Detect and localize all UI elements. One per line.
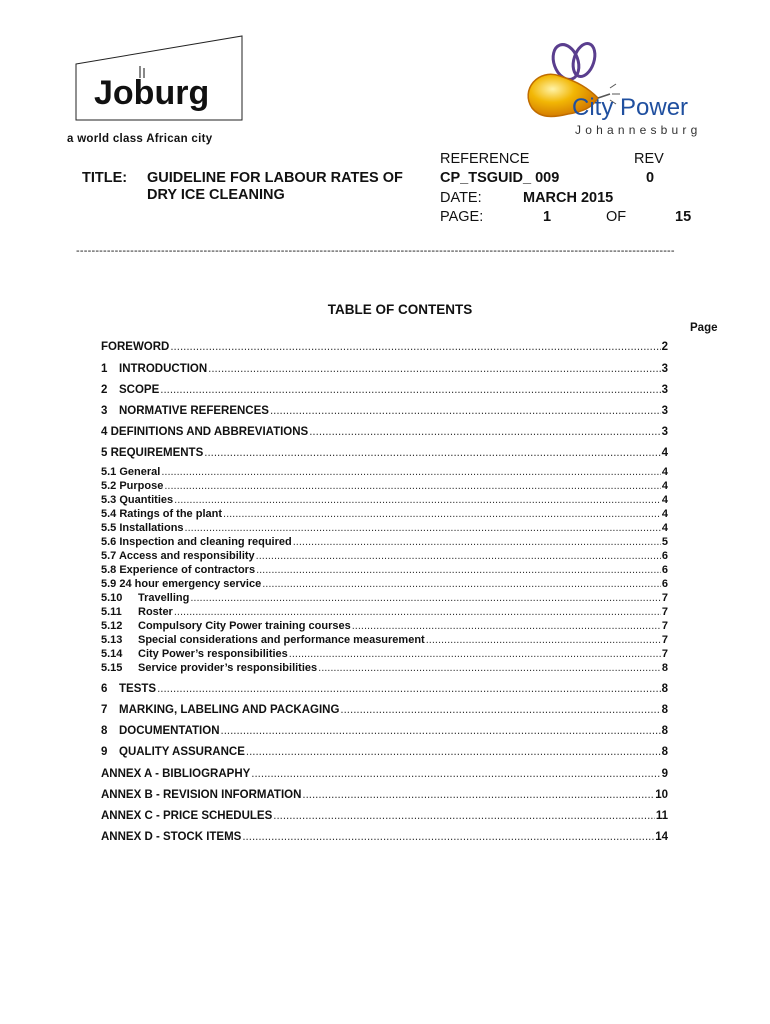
reference-label: REFERENCE	[440, 151, 530, 167]
toc-entry[interactable]	[101, 426, 668, 438]
toc-dot-leader	[302, 789, 654, 801]
toc-entry[interactable]	[101, 683, 668, 695]
toc-dot-leader	[256, 564, 661, 576]
reference-value: CP_TSGUID_ 009	[440, 170, 560, 186]
toc-entry[interactable]	[101, 789, 668, 801]
toc-entry-label: 5.5 Installations	[101, 522, 184, 534]
toc-entry-page: 10	[655, 789, 668, 801]
toc-dot-leader	[270, 405, 661, 417]
toc-entry-label: MARKING, LABELING AND PACKAGING	[119, 704, 340, 716]
toc-entry-page: 4	[661, 508, 668, 520]
rev-value: 0	[646, 170, 655, 186]
toc-entry[interactable]	[101, 578, 668, 590]
toc-entry-label: Service provider’s responsibilities	[138, 662, 318, 674]
toc-entry-page: 8	[661, 746, 668, 758]
toc-entry-page: 7	[661, 606, 668, 618]
toc-entry-number: 5.12	[101, 620, 123, 632]
toc-entry-page: 8	[661, 683, 668, 695]
toc-dot-leader	[309, 426, 660, 438]
toc-entry[interactable]	[101, 592, 668, 604]
toc-entry[interactable]	[101, 634, 668, 646]
toc-entry-page: 11	[655, 810, 668, 822]
toc-entry-page: 3	[661, 405, 668, 417]
toc-entry-label: 5 REQUIREMENTS	[101, 447, 204, 459]
toc-dot-leader	[161, 466, 661, 478]
toc-entry-number: 5.13	[101, 634, 123, 646]
toc-dot-leader	[190, 592, 661, 604]
toc-entry-page: 6	[661, 578, 668, 590]
toc-entry-label: ANNEX C - PRICE SCHEDULES	[101, 810, 273, 822]
toc-entry-label: Travelling	[138, 592, 190, 604]
toc-entry-label: ANNEX A - BIBLIOGRAPHY	[101, 768, 251, 780]
header-separator: -----------------------------------------------------------------------------------------------------------------------------------------------------------	[76, 245, 675, 257]
toc-entry[interactable]	[101, 606, 668, 618]
toc-entry-page: 4	[661, 447, 668, 459]
toc-entry-page: 14	[655, 831, 668, 843]
toc-entry-label: 5.4 Ratings of the plant	[101, 508, 223, 520]
total-pages: 15	[675, 209, 692, 225]
joburg-wordmark: Joburg	[94, 74, 210, 112]
toc-entry[interactable]	[101, 662, 668, 674]
toc-entry-label: City Power’s responsibilities	[138, 648, 288, 660]
toc-dot-leader	[256, 550, 661, 562]
toc-entry-label: 5.9 24 hour emergency service	[101, 578, 262, 590]
toc-dot-leader	[426, 634, 661, 646]
city-power-city: Johannesburg	[575, 123, 702, 137]
toc-entry-page: 3	[661, 426, 668, 438]
toc-entry-page: 7	[661, 620, 668, 632]
toc-entry-label: Roster	[138, 606, 173, 618]
toc-entry-page: 4	[661, 480, 668, 492]
toc-entry-label: 5.3 Quantities	[101, 494, 174, 506]
toc-dot-leader	[157, 683, 661, 695]
toc-dot-leader	[223, 508, 661, 520]
toc-entry-label: NORMATIVE REFERENCES	[119, 405, 269, 417]
page-label: PAGE:	[440, 209, 484, 225]
toc-entry-label: ANNEX D - STOCK ITEMS	[101, 831, 242, 843]
toc-entry-page: 8	[661, 704, 668, 716]
document-title-line-1: GUIDELINE FOR LABOUR RATES OF	[147, 170, 403, 186]
toc-dot-leader	[262, 578, 661, 590]
toc-entry-page: 9	[661, 768, 668, 780]
toc-entry-page: 4	[661, 522, 668, 534]
toc-entry[interactable]	[101, 405, 668, 417]
rev-label: REV	[634, 151, 664, 167]
toc-entry-number: 1	[101, 363, 108, 375]
toc-dot-leader	[185, 522, 661, 534]
toc-entry-label: QUALITY ASSURANCE	[119, 746, 245, 758]
page-number: 1	[543, 209, 552, 225]
toc-entry-label: Special considerations and performance measurement	[138, 634, 425, 646]
toc-dot-leader	[340, 704, 660, 716]
toc-entry[interactable]	[101, 494, 668, 506]
city-power-name: City Power	[572, 94, 689, 121]
toc-entry[interactable]	[101, 508, 668, 520]
toc-entry[interactable]	[101, 768, 668, 780]
toc-dot-leader	[170, 341, 660, 353]
toc-dot-leader	[204, 447, 660, 459]
toc-dot-leader	[293, 536, 661, 548]
toc-entry[interactable]	[101, 466, 668, 478]
toc-entry[interactable]	[101, 810, 668, 822]
toc-entry-label: TESTS	[119, 683, 157, 695]
toc-entry-number: 5.10	[101, 592, 123, 604]
date-value: MARCH 2015	[523, 190, 614, 206]
toc-entry-page: 6	[661, 564, 668, 576]
toc-entry-number: 5.14	[101, 648, 123, 660]
toc-entry[interactable]	[101, 648, 668, 660]
toc-entry-label: 5.1 General	[101, 466, 161, 478]
toc-entry-page: 5	[661, 536, 668, 548]
toc-dot-leader	[174, 494, 661, 506]
toc-dot-leader	[273, 810, 655, 822]
date-label: DATE:	[440, 190, 482, 206]
toc-entry-page: 4	[661, 466, 668, 478]
toc-dot-leader	[164, 480, 661, 492]
toc-entry-page: 7	[661, 648, 668, 660]
toc-entry[interactable]	[101, 550, 668, 562]
toc-entry-number: 6	[101, 683, 108, 695]
toc-entry[interactable]	[101, 746, 668, 758]
toc-entry-label: FOREWORD	[101, 341, 170, 353]
toc-entry-number: 2	[101, 384, 108, 396]
toc-entry[interactable]	[101, 447, 668, 459]
toc-entry[interactable]	[101, 341, 668, 353]
toc-entry[interactable]	[101, 384, 668, 396]
toc-entry-page: 8	[661, 725, 668, 737]
toc-entry[interactable]	[101, 620, 668, 632]
toc-entry-number: 5.15	[101, 662, 123, 674]
toc-page-column-label: Page	[690, 322, 718, 334]
toc-entry-number: 8	[101, 725, 108, 737]
toc-entry[interactable]	[101, 480, 668, 492]
toc-entry-label: SCOPE	[119, 384, 160, 396]
document-title-line-2: DRY ICE CLEANING	[147, 187, 285, 203]
toc-entry-page: 3	[661, 363, 668, 375]
joburg-tagline: a world class African city	[67, 133, 213, 145]
toc-dot-leader	[208, 363, 660, 375]
toc-entry-label: 5.6 Inspection and cleaning required	[101, 536, 292, 548]
toc-entry-page: 7	[661, 592, 668, 604]
of-label: OF	[606, 209, 627, 225]
toc-dot-leader	[160, 384, 660, 396]
toc-entry-number: 9	[101, 746, 108, 758]
toc-dot-leader	[352, 620, 661, 632]
toc-entry[interactable]	[101, 363, 668, 375]
toc-dot-leader	[289, 648, 661, 660]
toc-entry[interactable]	[101, 704, 668, 716]
toc-entry[interactable]	[101, 831, 668, 843]
toc-entry-label: ANNEX B - REVISION INFORMATION	[101, 789, 302, 801]
toc-entry-label: 4 DEFINITIONS AND ABBREVIATIONS	[101, 426, 309, 438]
toc-entry-number: 5.11	[101, 606, 122, 618]
toc-entry-label: 5.7 Access and responsibility	[101, 550, 255, 562]
toc-entry-page: 2	[661, 341, 668, 353]
toc-entry[interactable]	[101, 536, 668, 548]
title-label: TITLE:	[82, 170, 128, 186]
toc-entry[interactable]	[101, 522, 668, 534]
toc-dot-leader	[318, 662, 661, 674]
toc-entry-label: 5.8 Experience of contractors	[101, 564, 256, 576]
toc-entry-page: 3	[661, 384, 668, 396]
toc-entry-number: 3	[101, 405, 108, 417]
toc-dot-leader	[246, 746, 661, 758]
toc-dot-leader	[221, 725, 661, 737]
toc-entry-label: DOCUMENTATION	[119, 725, 220, 737]
toc-entry-page: 6	[661, 550, 668, 562]
toc-dot-leader	[251, 768, 660, 780]
toc-entry-page: 4	[661, 494, 668, 506]
toc-dot-leader	[174, 606, 661, 618]
toc-entry-label: INTRODUCTION	[119, 363, 208, 375]
toc-entry-page: 8	[661, 662, 668, 674]
toc-entry[interactable]	[101, 725, 668, 737]
toc-entry-label: Compulsory City Power training courses	[138, 620, 351, 632]
toc-entry-page: 7	[661, 634, 668, 646]
toc-entry[interactable]	[101, 564, 668, 576]
toc-dot-leader	[242, 831, 654, 843]
toc-entry-number: 7	[101, 704, 108, 716]
toc-heading: TABLE OF CONTENTS	[327, 302, 473, 317]
toc-entry-label: 5.2 Purpose	[101, 480, 164, 492]
